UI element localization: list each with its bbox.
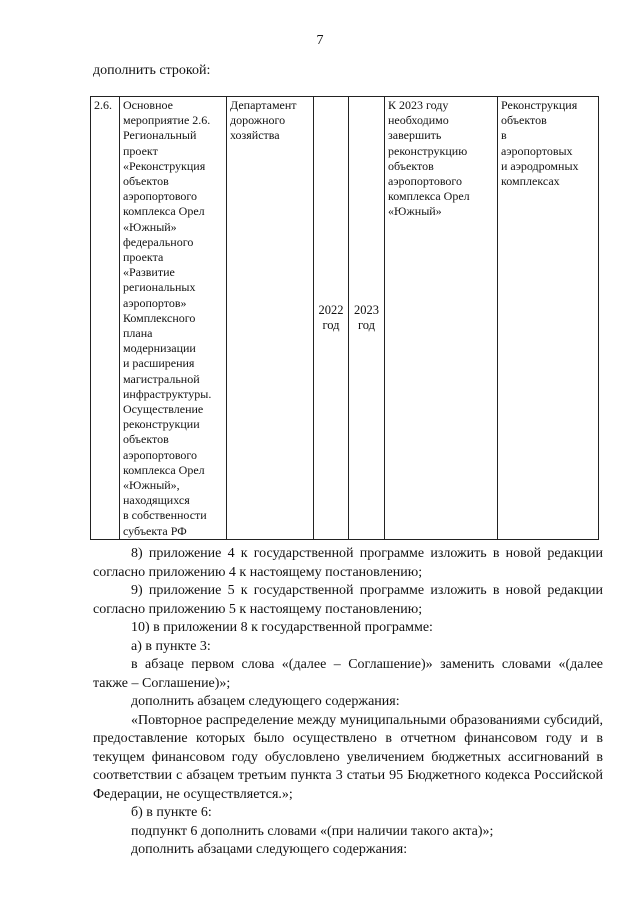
result-lines-line: К 2023 году [388,98,449,112]
event-lines-line: в собственности [123,508,207,523]
executor-lines [230,98,310,144]
paragraph-10b-1: подпункт 6 дополнить словами «(при наличии такого акта)»; [131,823,494,839]
paragraph-10a-1: в абзаце первом слова «(далее – Соглашение)» заменить словами «(далее также – Соглашение)»; [93,657,603,691]
direction-lines-line: аэропортовых [501,143,573,158]
paragraph-10: 10) в приложении 8 к государственной программе: [131,620,433,635]
event-lines-line: находящихся [123,493,190,508]
event-lines-line: региональных [123,280,196,295]
result-lines-line: необходимо [388,113,449,128]
result-lines-line: объектов [388,158,434,173]
cell-number: 2.6. [91,97,120,540]
paragraph-10b: б) в пункте 6: [131,805,212,820]
cell-start-year [314,97,349,540]
event-lines-line: реконструкции [123,417,200,432]
executor-lines-line: дорожного [230,113,286,128]
result-lines-line: «Южный» [388,204,442,219]
event-lines-line: аэропортов» [123,295,187,310]
event-lines-line: комплекса Орел [123,204,205,219]
cell-end-year [349,97,385,540]
event-lines-line: объектов [123,174,169,189]
start-year: 2022 [318,303,344,318]
event-lines-line: «Реконструкция [123,158,206,173]
executor-lines-line: хозяйства [230,128,280,143]
direction-lines-line: Реконструкция [501,98,578,112]
event-lines-line: субъекта РФ [123,523,187,538]
result-lines [388,98,494,220]
lead-text: дополнить строкой: [93,63,211,78]
event-lines-line: федерального [123,234,194,249]
event-lines-line: магистральной [123,371,200,386]
cell-direction [498,97,599,540]
event-lines [123,98,223,539]
start-year-unit: год [322,318,340,333]
event-lines-line: аэропортового [123,189,198,204]
event-lines-line: комплекса Орел [123,462,205,477]
result-lines-line: комплекса Орел [388,189,470,204]
event-lines-line: проекта [123,250,164,265]
event-lines-line: «Южный» [123,219,177,234]
table-row [91,97,599,540]
direction-lines-line: и аэродромных [501,158,579,173]
event-lines-line: плана [123,326,153,341]
event-lines-line: Осуществление [123,402,204,417]
event-lines-line: Основное [123,98,173,112]
event-lines-line: Региональный [123,128,197,143]
executor-lines-line: Департамент [230,98,297,112]
direction-lines [501,98,595,189]
cell-executor [227,97,314,540]
paragraph-10a-3: «Повторное распределение между муниципальными образованиями субсидий, предоставление которых было осуществлено в отчетном финансовом году и в текущем финансовом году обусловлено увеличением бюджетных ассигнований в соответствии с абзацем третьим пункта 3 статьи 95 Бюджетного кодекса Российской Федерации, не осуществляется.»; [93,712,603,802]
event-lines-line: проект [123,143,158,158]
event-lines-line: «Развитие [123,265,175,280]
event-lines-line: Комплексного [123,310,196,325]
cell-event [120,97,227,540]
end-year-unit: год [357,318,376,333]
page-number: 7 [316,33,324,48]
end-year: 2023 [354,303,379,318]
result-lines-line: реконструкцию [388,143,468,158]
event-lines-line: аэропортового [123,447,198,462]
event-lines-line: и расширения [123,356,195,371]
event-lines-line: «Южный», [123,478,180,493]
body-text [93,545,603,860]
result-lines-line: аэропортового [388,174,463,189]
direction-lines-line: в [501,128,507,143]
paragraph-9: 9) приложение 5 к государственной программе изложить в новой редакции согласно приложению 5 к настоящему постановлению; [93,583,603,617]
paragraph-10a: а) в пункте 3: [131,638,211,654]
program-table [90,96,599,540]
direction-lines-line: объектов [501,113,547,128]
event-lines-line: объектов [123,432,169,447]
cell-result [385,97,498,540]
direction-lines-line: комплексах [501,174,560,189]
paragraph-10b-2: дополнить абзацами следующего содержания: [131,842,408,857]
event-lines-line: инфраструктуры. [123,386,212,401]
result-lines-line: завершить [388,128,442,143]
paragraph-8: 8) приложение 4 к государственной программе изложить в новой редакции согласно приложению 4 к настоящему постановлению; [93,546,603,580]
event-lines-line: модернизации [123,341,196,356]
event-lines-line: мероприятие 2.6. [123,113,211,128]
paragraph-10a-2: дополнить абзацем следующего содержания: [131,694,400,709]
